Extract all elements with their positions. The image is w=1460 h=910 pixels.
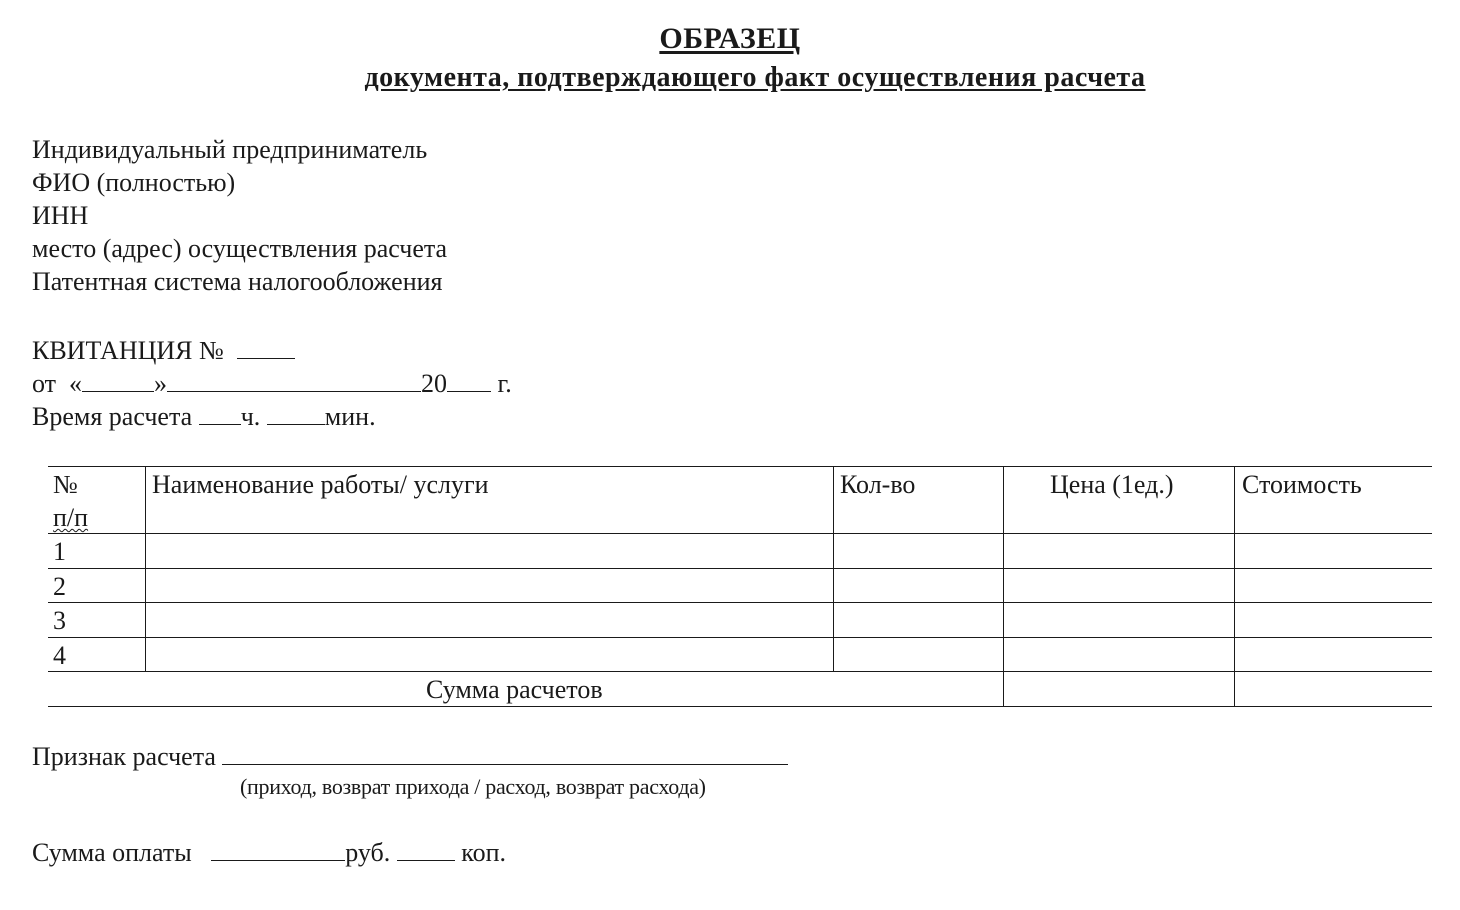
row-number: 4 [53,641,66,670]
receipt-number-line [32,334,512,367]
table-header-divider [48,533,1432,534]
services-table [48,466,1432,708]
table-col-divider [1234,466,1235,707]
receipt-number-blank [237,336,295,359]
payment-sign-label: Признак расчета [32,742,216,771]
header-num-sub: п/п [53,503,89,532]
table-border-bottom [48,706,1432,707]
payment-amount-line [32,836,506,869]
header-unit-price: Цена (1ед.) [1050,470,1174,499]
receipt-label: КВИТАНЦИЯ № [32,336,224,365]
kopecks-blank [397,838,455,861]
payment-amount-label: Сумма оплаты [32,838,192,867]
address-label: место (адрес) осуществления расчета [32,234,448,263]
rubles-suffix: руб. [345,838,391,867]
header-cost: Стоимость [1242,470,1362,499]
header-num: № [53,470,78,499]
entrepreneur-info [32,133,447,298]
table-col-divider [1003,466,1004,707]
year-suffix: г. [497,369,512,398]
document-subtitle: документа, подтверждающего факт осуществления расчета [364,62,1146,93]
date-close-quote: » [154,369,168,398]
day-blank [82,369,154,392]
table-row-divider [48,602,1432,603]
total-label: Сумма расчетов [426,675,603,704]
table-col-divider [145,466,146,672]
time-label: Время расчета [32,402,193,431]
payment-sign-line [32,740,788,773]
date-open-quote: « [69,369,83,398]
tax-system-label: Патентная система налогообложения [32,267,443,296]
date-prefix: от [32,369,57,398]
document-title: ОБРАЗЕЦ [659,22,801,55]
year-prefix: 20 [421,369,448,398]
table-col-divider [833,466,834,672]
year-blank [447,369,491,392]
minutes-blank [267,402,325,425]
kopecks-suffix: коп. [461,838,506,867]
hours-blank [199,402,241,425]
full-name-label: ФИО (полностью) [32,168,236,197]
header-quantity: Кол-во [840,470,916,499]
table-row-divider [48,637,1432,638]
minutes-suffix: мин. [324,402,376,431]
entrepreneur-label: Индивидуальный предприниматель [32,135,428,164]
row-number: 2 [53,572,66,601]
receipt-time-line [32,400,512,433]
header-service-name: Наименование работы/ услуги [152,470,489,499]
table-row-divider [48,568,1432,569]
table-border-top [48,466,1432,467]
month-blank [167,369,421,392]
receipt-info [32,334,512,433]
payment-sign-hint: (приход, возврат прихода / расход, возврат расхода) [240,774,706,799]
hours-suffix: ч. [240,402,261,431]
rubles-blank [211,838,345,861]
row-number: 1 [53,537,66,566]
receipt-date-line [32,367,512,400]
payment-sign-blank [222,742,788,765]
row-number: 3 [53,606,66,635]
inn-label: ИНН [32,201,89,230]
table-row-divider [48,671,1432,672]
